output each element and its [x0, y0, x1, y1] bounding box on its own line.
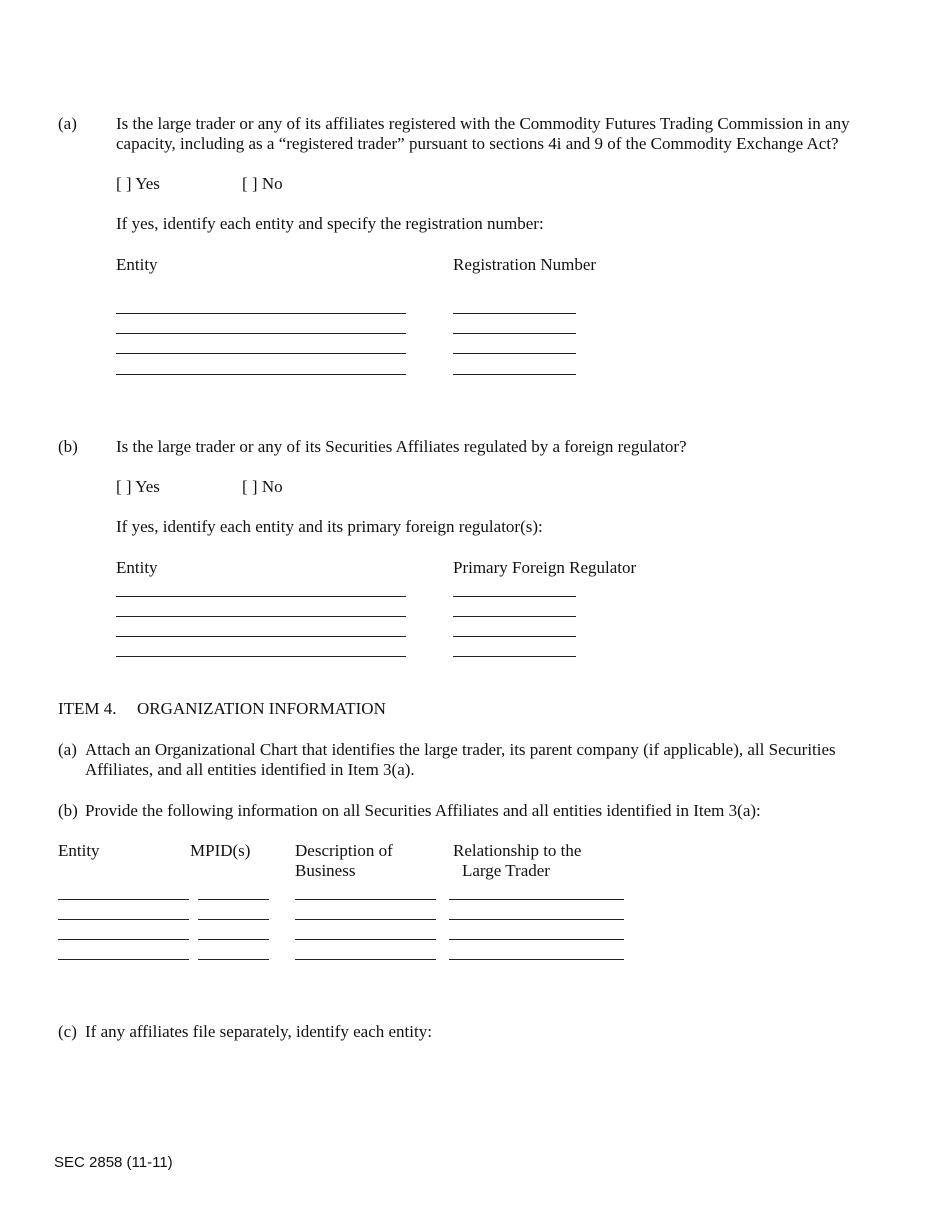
item3a-entity-line[interactable]	[116, 353, 406, 354]
item4-description-line[interactable]	[295, 939, 436, 940]
item3b-regulator-line[interactable]	[453, 656, 576, 657]
item4-mpid-line[interactable]	[198, 939, 269, 940]
item4-entity-header: Entity	[58, 841, 100, 860]
item4-description-header-line2: Business	[295, 861, 356, 880]
item4-relationship-line[interactable]	[449, 959, 624, 960]
item4a-text: Attach an Organizational Chart that identifies the large trader, its parent company (if applicable), all Securities Affiliates, and all entities identified in Item 3(a).	[85, 740, 836, 779]
item4-mpid-header: MPID(s)	[190, 841, 251, 860]
form-identifier: SEC 2858 (11-11)	[54, 1154, 173, 1171]
item3b-yes-checkbox[interactable]: [ ] Yes	[116, 477, 160, 496]
item4-entity-line[interactable]	[58, 899, 189, 900]
item4-heading-number: ITEM 4.	[58, 699, 117, 718]
item4-description-line[interactable]	[295, 899, 436, 900]
item4-mpid-line[interactable]	[198, 959, 269, 960]
item3a-label: (a)	[58, 114, 77, 133]
item3a-registration-header: Registration Number	[453, 255, 597, 274]
item4a-label: (a)	[58, 740, 77, 759]
item3a-entity-line[interactable]	[116, 333, 406, 334]
item4-description-header: Description of	[295, 841, 393, 860]
item4-description-line[interactable]	[295, 959, 436, 960]
item3a-instruction: If yes, identify each entity and specify the registration number:	[116, 214, 544, 233]
item3b-regulator-line[interactable]	[453, 636, 576, 637]
item3b-no-checkbox[interactable]: [ ] No	[242, 477, 283, 496]
item4b-label: (b)	[58, 801, 78, 820]
item3b-entity-line[interactable]	[116, 656, 406, 657]
item3b-instruction: If yes, identify each entity and its primary foreign regulator(s):	[116, 517, 543, 536]
item4-entity-line[interactable]	[58, 959, 189, 960]
item4-mpid-line[interactable]	[198, 919, 269, 920]
item4-relationship-line[interactable]	[449, 919, 624, 920]
item3a-registration-line[interactable]	[453, 374, 576, 375]
item4-description-line[interactable]	[295, 919, 436, 920]
item4-relationship-header: Relationship to the	[453, 841, 582, 860]
item3b-regulator-header: Primary Foreign Regulator	[453, 558, 637, 577]
item3b-entity-header: Entity	[116, 558, 158, 577]
item3b-regulator-line[interactable]	[453, 596, 576, 597]
item4-entity-line[interactable]	[58, 939, 189, 940]
item3b-entity-line[interactable]	[116, 616, 406, 617]
item3a-entity-header: Entity	[116, 255, 158, 274]
item4-mpid-line[interactable]	[198, 899, 269, 900]
item4c-label: (c)	[58, 1022, 77, 1041]
item3a-registration-line[interactable]	[453, 313, 576, 314]
item3b-question: Is the large trader or any of its Securities Affiliates regulated by a foreign regulator?	[116, 437, 687, 456]
item3a-entity-line[interactable]	[116, 374, 406, 375]
item4-relationship-line[interactable]	[449, 939, 624, 940]
item3a-registration-line[interactable]	[453, 333, 576, 334]
item3a-yes-checkbox[interactable]: [ ] Yes	[116, 174, 160, 193]
item3b-entity-line[interactable]	[116, 596, 406, 597]
item4-entity-line[interactable]	[58, 919, 189, 920]
item4-relationship-line[interactable]	[449, 899, 624, 900]
item4c-text: If any affiliates file separately, identify each entity:	[85, 1022, 432, 1041]
item3b-regulator-line[interactable]	[453, 616, 576, 617]
item3b-entity-line[interactable]	[116, 636, 406, 637]
item3a-entity-line[interactable]	[116, 313, 406, 314]
item3a-question: Is the large trader or any of its affiliates registered with the Commodity Futures Trading Commission in any capacity, including as a “registered trader” pursuant to sections 4i and 9 of the Commodity Exchange Act?	[116, 114, 850, 153]
item4-heading-title: ORGANIZATION INFORMATION	[137, 699, 386, 718]
item3a-registration-line[interactable]	[453, 353, 576, 354]
item3b-label: (b)	[58, 437, 78, 456]
item3a-no-checkbox[interactable]: [ ] No	[242, 174, 283, 193]
item4b-text: Provide the following information on all Securities Affiliates and all entities identified in Item 3(a):	[85, 801, 761, 820]
item4-relationship-header-line2: Large Trader	[462, 861, 550, 880]
